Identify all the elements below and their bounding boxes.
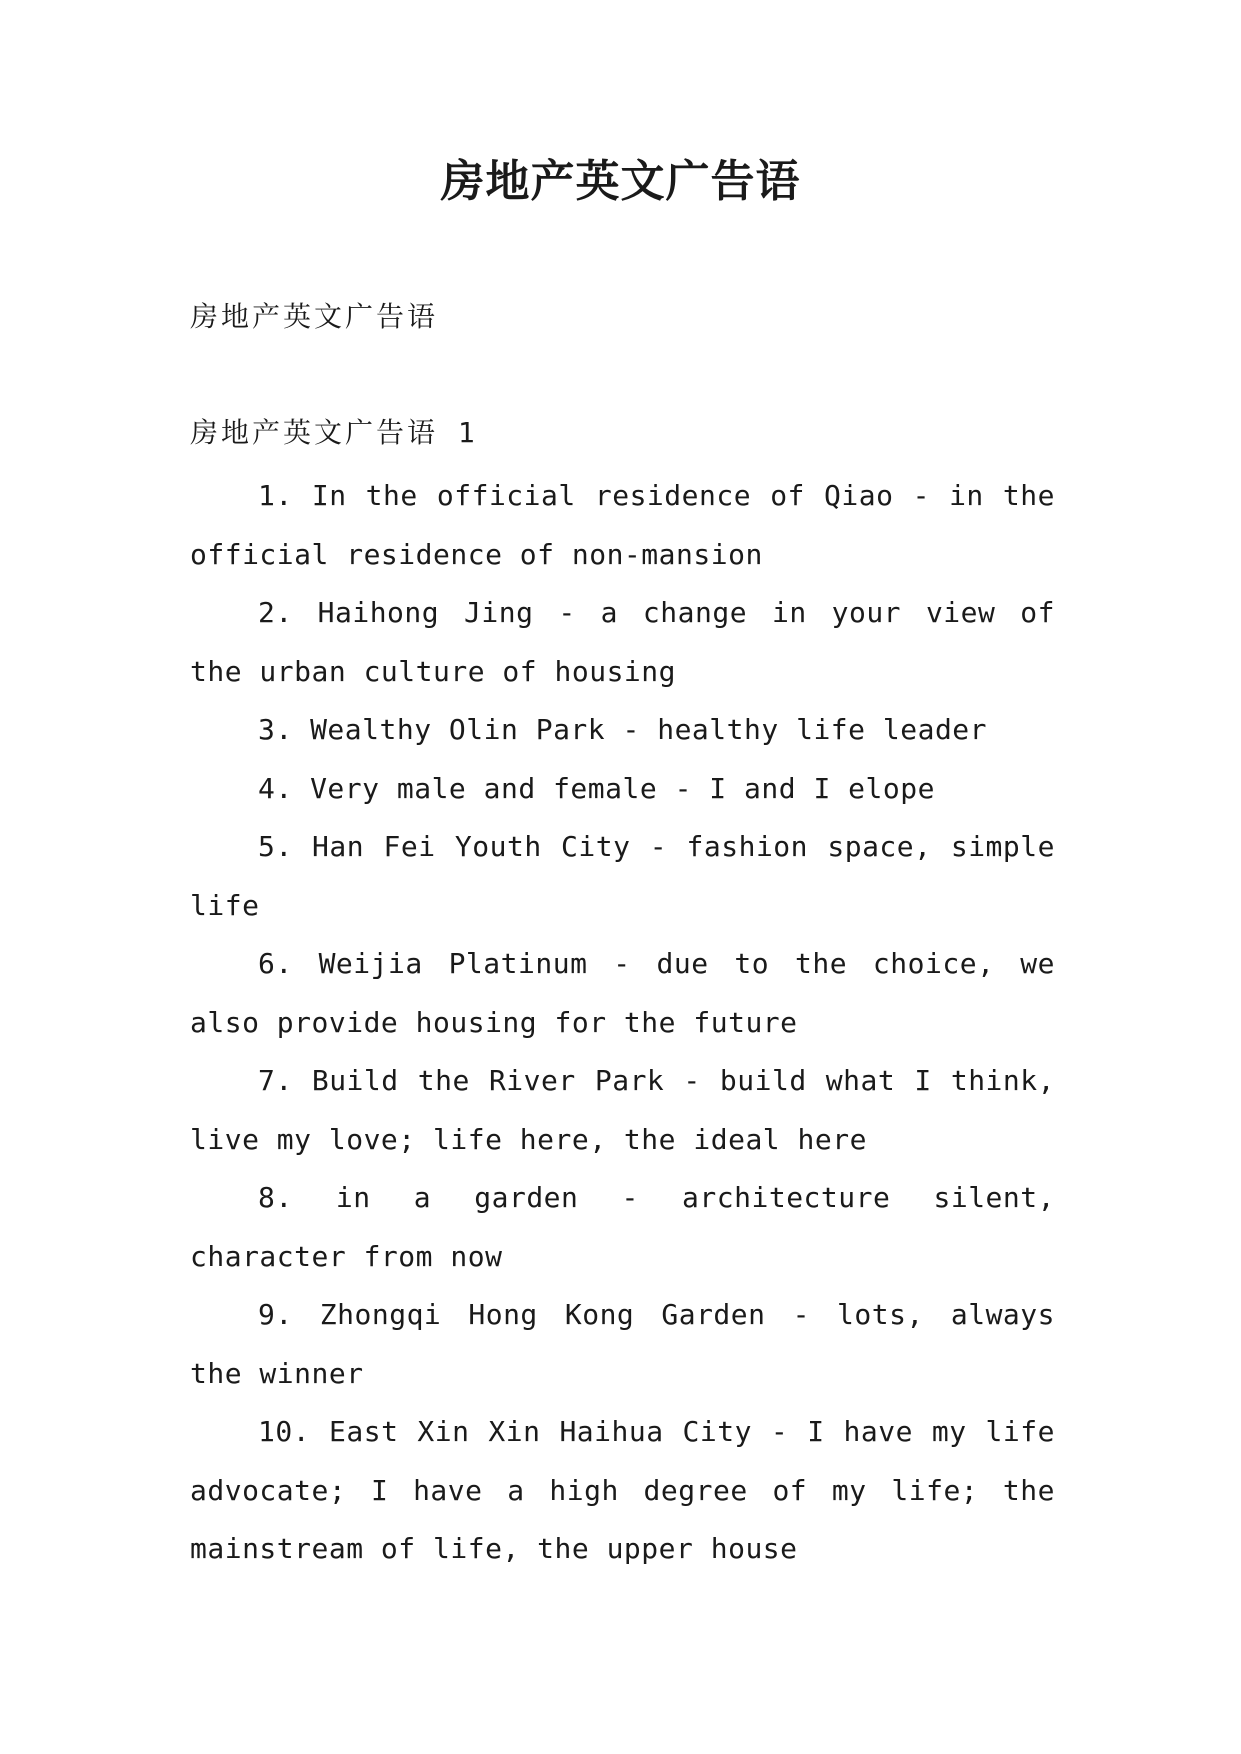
document-subtitle: 房地产英文广告语 [190,300,439,333]
slogan-item-1: 1. In the official residence of Qiao - in the official residence of non-mansion [190,479,1055,571]
slogan-item-5: 5. Han Fei Youth City - fashion space, simple life [190,830,1055,922]
slogan-list [190,467,1055,1579]
section-heading: 房地产英文广告语 1 [190,416,478,449]
document-title: 房地产英文广告语 [440,156,801,207]
slogan-item-3: 3. Wealthy Olin Park - healthy life leader [258,713,988,746]
slogan-item-4: 4. Very male and female - I and I elope [258,771,935,805]
slogan-item-7: 7. Build the River Park - build what I think, live my love; life here, the ideal here [190,1064,1055,1156]
slogan-item-8: 8. in a garden - architecture silent, character from now [190,1181,1055,1273]
slogan-item-6: 6. Weijia Platinum - due to the choice, we also provide housing for the future [190,947,1055,1039]
slogan-item-9: 9. Zhongqi Hong Kong Garden - lots, always the winner [190,1298,1055,1390]
slogan-item-10: 10. East Xin Xin Haihua City - I have my life advocate; I have a high degree of my life; the mainstream of life, the upper house [190,1415,1055,1565]
slogan-item-2: 2. Haihong Jing - a change in your view of the urban culture of housing [190,596,1055,688]
